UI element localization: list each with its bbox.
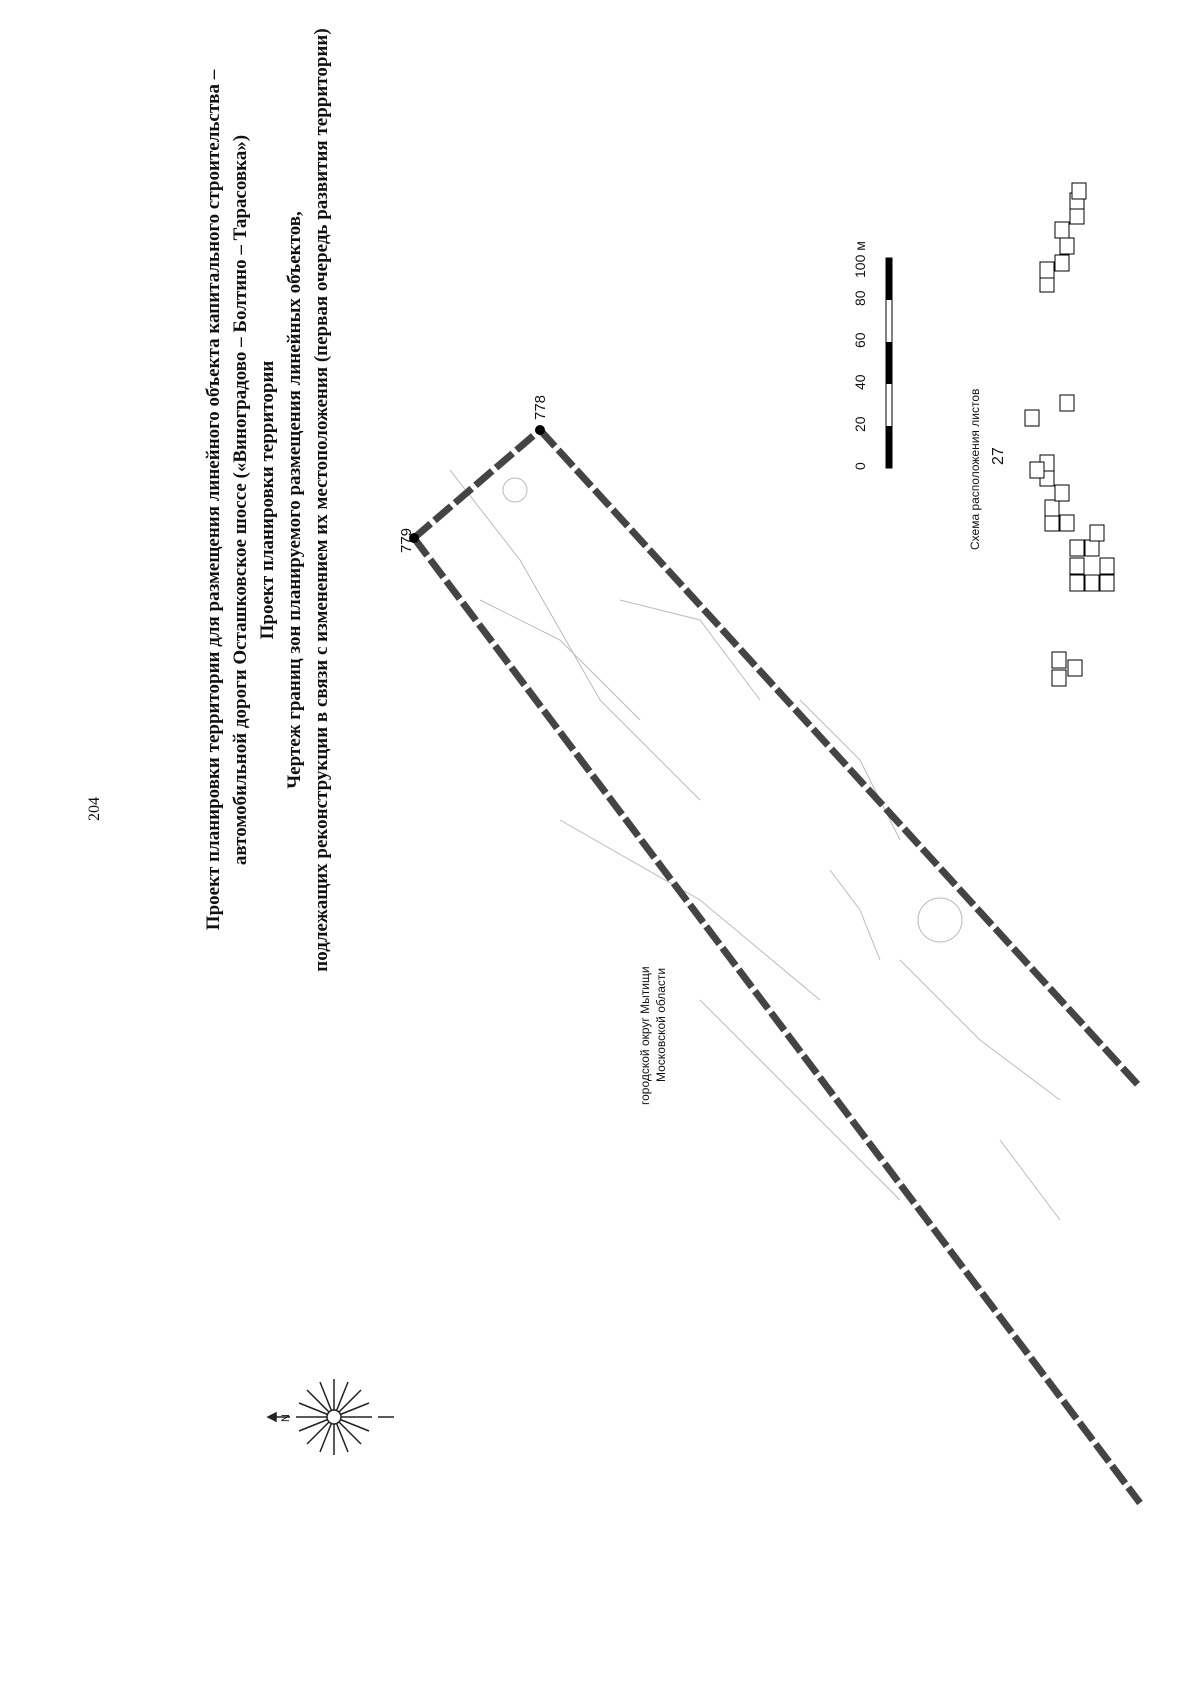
title-line-1: Проект планировки территории для размещения линейного объекта капитального строительства –: [203, 69, 224, 931]
zone-boundary: [414, 430, 1140, 1503]
scale-tick-40: 40: [852, 374, 868, 390]
region-label-line-2: Московской области: [654, 967, 668, 1082]
page-number: 204: [86, 797, 103, 821]
scale-tick-20: 20: [852, 416, 868, 432]
compass-north-label: N: [280, 1414, 292, 1422]
scale-tick-60: 60: [852, 332, 868, 348]
background-sketch: [450, 470, 1060, 1220]
scale-tick-0: 0: [852, 462, 868, 470]
title-line-5: подлежащих реконструкции в связи с изменением их местоположения (первая очередь развития территории): [311, 28, 332, 972]
sheet-scheme-title: Схема расположения листов: [968, 388, 982, 550]
title-line-3: Проект планировки территории: [257, 360, 278, 640]
sheet-scheme-boxes: [1025, 183, 1114, 686]
point-778-marker: [535, 425, 545, 435]
scale-bar: [886, 258, 892, 468]
current-sheet-number: 27: [990, 447, 1007, 465]
point-779-label: 779: [398, 527, 415, 553]
scale-tick-80: 80: [852, 290, 868, 306]
title-line-4: Чертеж границ зон планируемого размещения линейных объектов,: [284, 211, 305, 789]
scale-tick-100: 100 м: [852, 241, 868, 278]
region-label-line-1: городской округ Мытищи: [638, 966, 652, 1105]
point-778-label: 778: [532, 394, 549, 420]
title-line-2: автомобильной дороги Осташковское шоссе («Виноградово – Болтино – Тарасовка»): [230, 134, 251, 866]
